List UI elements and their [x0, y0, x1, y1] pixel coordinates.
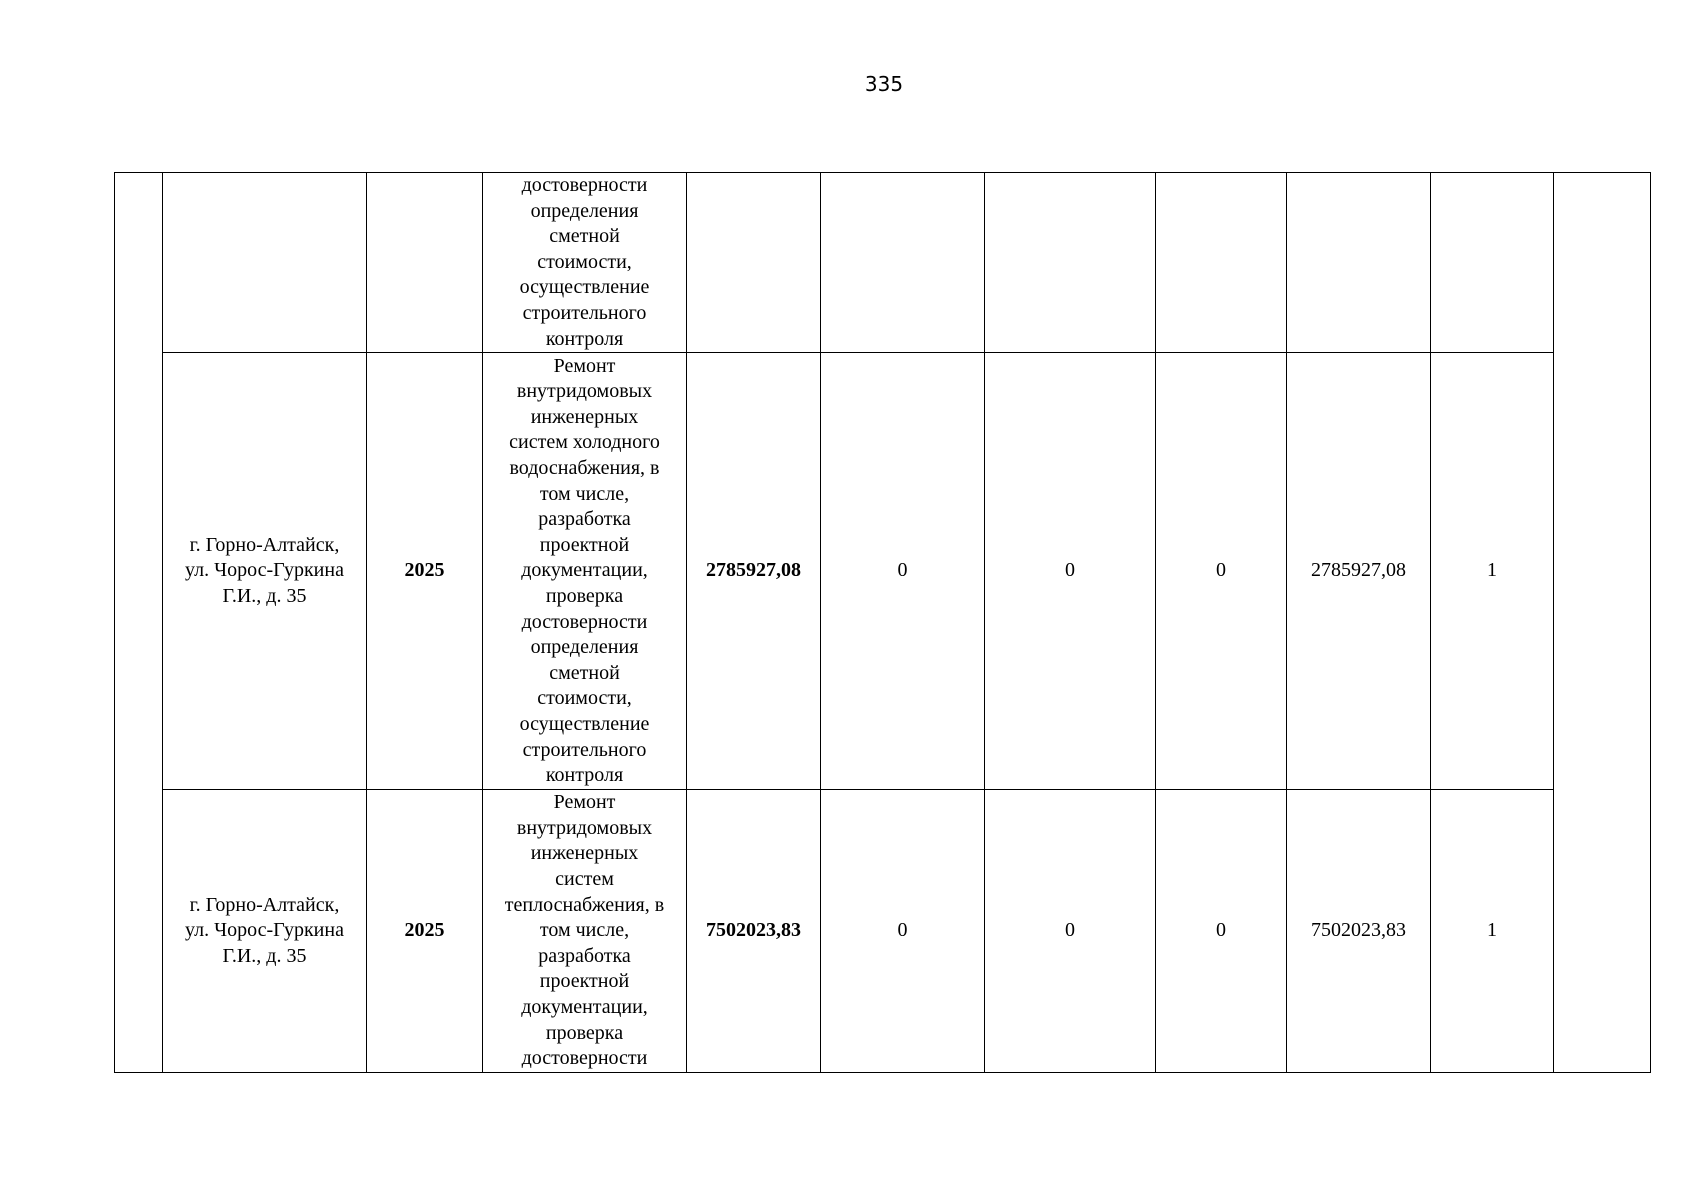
table-row: [115, 173, 1651, 353]
description-line: сметной: [549, 661, 620, 684]
description-line: контроля: [545, 327, 624, 350]
description-line: Ремонт: [553, 791, 616, 814]
description-line: стоимости,: [537, 687, 632, 710]
year-cell: 2025: [367, 353, 483, 790]
description-line: внутридомовых: [516, 816, 653, 839]
address-line: г. Горно-Алтайск,: [189, 533, 340, 556]
total-cost-cell: [687, 173, 821, 353]
description-line: том числе,: [539, 919, 630, 942]
address-cell: [163, 353, 367, 790]
address-line: Г.И., д. 35: [222, 584, 307, 607]
value-cell: 0: [985, 790, 1156, 1073]
description-line: проверка: [545, 1021, 624, 1044]
number-cell: [115, 173, 163, 1073]
value-cell: [1156, 173, 1287, 353]
value-cell: 1: [1431, 790, 1554, 1073]
value-cell: 0: [985, 353, 1156, 790]
address-line: ул. Чорос-Гуркина: [185, 919, 344, 942]
description-line: определения: [530, 199, 639, 222]
address-line: Г.И., д. 35: [222, 944, 307, 967]
address-line: г. Горно-Алтайск,: [189, 893, 340, 916]
description-line: документации,: [521, 559, 648, 582]
description-line: строительного: [522, 301, 647, 324]
description-line: разработка: [538, 944, 631, 967]
description-line: достоверности: [521, 174, 648, 196]
description-line: том числе,: [539, 482, 630, 505]
description-line: осуществление: [519, 712, 650, 735]
description-line: разработка: [538, 508, 631, 531]
year-cell: [367, 173, 483, 353]
description-line: стоимости,: [537, 250, 632, 273]
table-row: [115, 353, 1651, 790]
value-cell: 7502023,83: [1287, 790, 1431, 1073]
total-cost-cell: 2785927,08: [687, 353, 821, 790]
description-line: достоверности: [521, 1047, 648, 1070]
description-line: систем холодного: [509, 431, 660, 454]
value-cell: 0: [821, 353, 985, 790]
value-cell: 0: [821, 790, 985, 1073]
total-cost-cell: 7502023,83: [687, 790, 821, 1073]
description-line: проектной: [539, 533, 630, 556]
year-cell: 2025: [367, 790, 483, 1073]
description-line: систем: [555, 867, 614, 890]
description-line: проверка: [545, 584, 624, 607]
description-line: водоснабжения, в: [509, 456, 660, 479]
address-cell: [163, 790, 367, 1073]
table-row: [115, 790, 1651, 1073]
value-cell: [985, 173, 1156, 353]
description-line: внутридомовых: [516, 380, 653, 403]
value-cell: 2785927,08: [1287, 353, 1431, 790]
description-line: контроля: [545, 764, 624, 787]
description-cell: [483, 790, 687, 1073]
address-line: ул. Чорос-Гуркина: [185, 559, 344, 582]
value-cell: [821, 173, 985, 353]
value-cell: 1: [1431, 353, 1554, 790]
address-cell: [163, 173, 367, 353]
description-line: Ремонт: [553, 354, 616, 377]
value-cell: [1287, 173, 1431, 353]
value-cell: 0: [1156, 790, 1287, 1073]
description-line: проектной: [539, 970, 630, 993]
description-line: определения: [530, 636, 639, 659]
data-table: [114, 172, 1651, 1073]
value-cell: [1431, 173, 1554, 353]
description-cell: [483, 173, 687, 353]
description-line: теплоснабжения, в: [504, 893, 665, 916]
description-line: документации,: [521, 995, 648, 1018]
description-line: инженерных: [530, 405, 639, 428]
description-line: достоверности: [521, 610, 648, 633]
description-line: строительного: [522, 738, 647, 761]
description-line: сметной: [549, 225, 620, 248]
page-number: 335: [864, 72, 904, 96]
description-line: инженерных: [530, 842, 639, 865]
description-cell: [483, 353, 687, 790]
value-cell: 0: [1156, 353, 1287, 790]
description-line: осуществление: [519, 276, 650, 299]
empty-cell: [1554, 173, 1651, 1073]
